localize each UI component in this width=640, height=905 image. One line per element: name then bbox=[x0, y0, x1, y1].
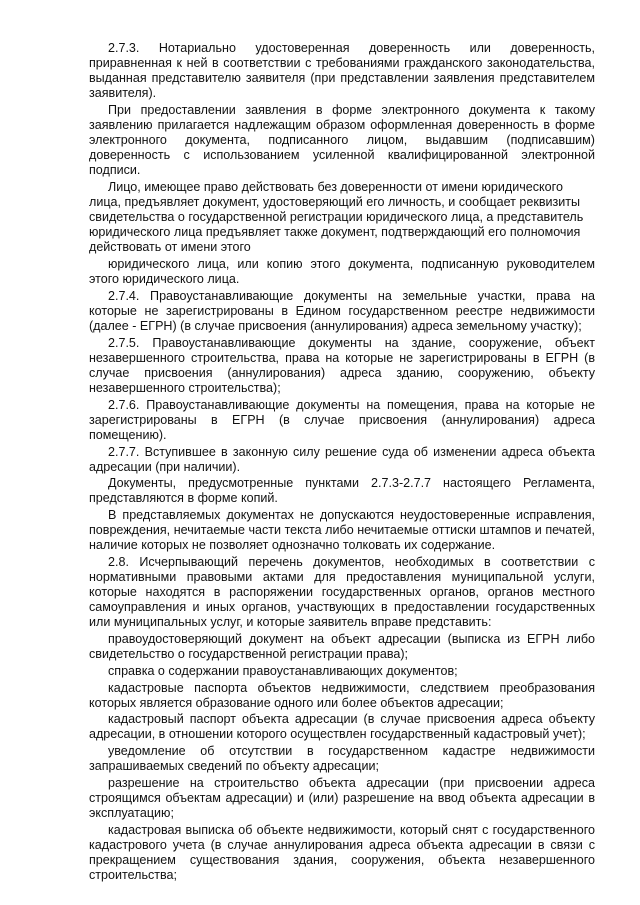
paragraph-corrections: В представляемых документах не допускаются неудостоверенные исправления, повреждения, нечитаемые части текста либо нечитаемые оттиски штампов и печатей, наличие которых не позволяет однозначно толковать их содержание. bbox=[89, 508, 595, 553]
list-item-cadastral-passport: кадастровый паспорт объекта адресации (в случае присвоения адреса объекту адресации, в отношении которого осуществлен государственный кадастровый учет); bbox=[89, 712, 595, 742]
list-item-construction-permit: разрешение на строительство объекта адресации (при присвоении адреса строящимся объектам адресации) и (или) разрешение на ввод объекта адресации в эксплуатацию; bbox=[89, 775, 595, 821]
list-item-certificate-of-title: справка о содержании правоустанавливающих документов; bbox=[108, 663, 458, 678]
paragraph-2-7-7: 2.7.7. Вступившее в законную силу решение суда об изменении адреса объекта адресации (при наличии). bbox=[89, 444, 595, 474]
list-item-egrn-extract: правоудостоверяющий документ на объект адресации (выписка из ЕГРН либо свидетельство о государственной регистрации права); bbox=[89, 632, 595, 662]
paragraph-electronic-power-of-attorney: При предоставлении заявления в форме электронного документа к такому заявлению прилагается надлежащим образом оформленная доверенность в форме электронного документа, подписанного лицом, выдавшим (подписавшим) доверенность с использованием усиленной квалифицированной электронной подписи. bbox=[89, 102, 595, 178]
paragraph-2-8: 2.8. Исчерпывающий перечень документов, необходимых в соответствии с нормативными правовыми актами для предоставления муниципальной услуги, которые находятся в распоряжении государственных органов, органов местного самоуправления и иных органов, участвующих в предоставлении государственных или муниципальных услуг, и которые заявитель вправе представить: bbox=[89, 555, 595, 630]
list-item-absence-notice: уведомление об отсутствии в государственном кадастре недвижимости запрашиваемых сведений по объекту адресации; bbox=[89, 744, 595, 774]
paragraph-2-7-4: 2.7.4. Правоустанавливающие документы на земельные участки, права на которые не зарегистрированы в Едином государственном реестре недвижимости (далее - ЕГРН) (в случае присвоения (аннулирования) адреса земельному участку); bbox=[89, 288, 595, 334]
list-item-cadastral-extract: кадастровая выписка об объекте недвижимости, который снят с государственного кадастрового учета (в случае аннулирования адреса объекта адресации в связи с прекращением существования здания, сооружения, объекта незавершенного строительства; bbox=[89, 822, 595, 883]
paragraph-copies: Документы, предусмотренные пунктами 2.7.3-2.7.7 настоящего Регламента, представляются в форме копий. bbox=[89, 476, 595, 506]
paragraph-2-7-3: 2.7.3. Нотариально удостоверенная доверенность или доверенность, приравненная к ней в соответствии с требованиями гражданского законодательства, выданная представителю заявителя (при представлении заявления представителем заявителя). bbox=[89, 41, 595, 101]
paragraph-legal-entity-representative: Лицо, имеющее право действовать без доверенности от имени юридического лица, предъявляет документ, удостоверяющий его личность, и сообщает реквизиты свидетельства о государственной регистрации юридического лица, а представитель юридического лица предъявляет также документ, подтверждающий его полномочия действовать от имени этого bbox=[89, 180, 584, 255]
list-item-cadastral-passports: кадастровые паспорта объектов недвижимости, следствием преобразования которых является образование одного или более объектов адресации; bbox=[89, 680, 595, 710]
paragraph-2-7-6: 2.7.6. Правоустанавливающие документы на помещения, права на которые не зарегистрированы в ЕГРН (в случае присвоения (аннулирования) адреса помещению). bbox=[89, 397, 595, 442]
paragraph-2-7-5: 2.7.5. Правоустанавливающие документы на здание, сооружение, объект незавершенного строительства, права на которые не зарегистрированы в ЕГРН (в случае присвоения (аннулирования) адреса зданию, сооружению, объекту незавершенного строительства); bbox=[89, 335, 595, 396]
paragraph-legal-entity-continuation: юридического лица, или копию этого документа, подписанную руководителем этого юридического лица. bbox=[89, 257, 595, 287]
document-page bbox=[89, 41, 595, 885]
